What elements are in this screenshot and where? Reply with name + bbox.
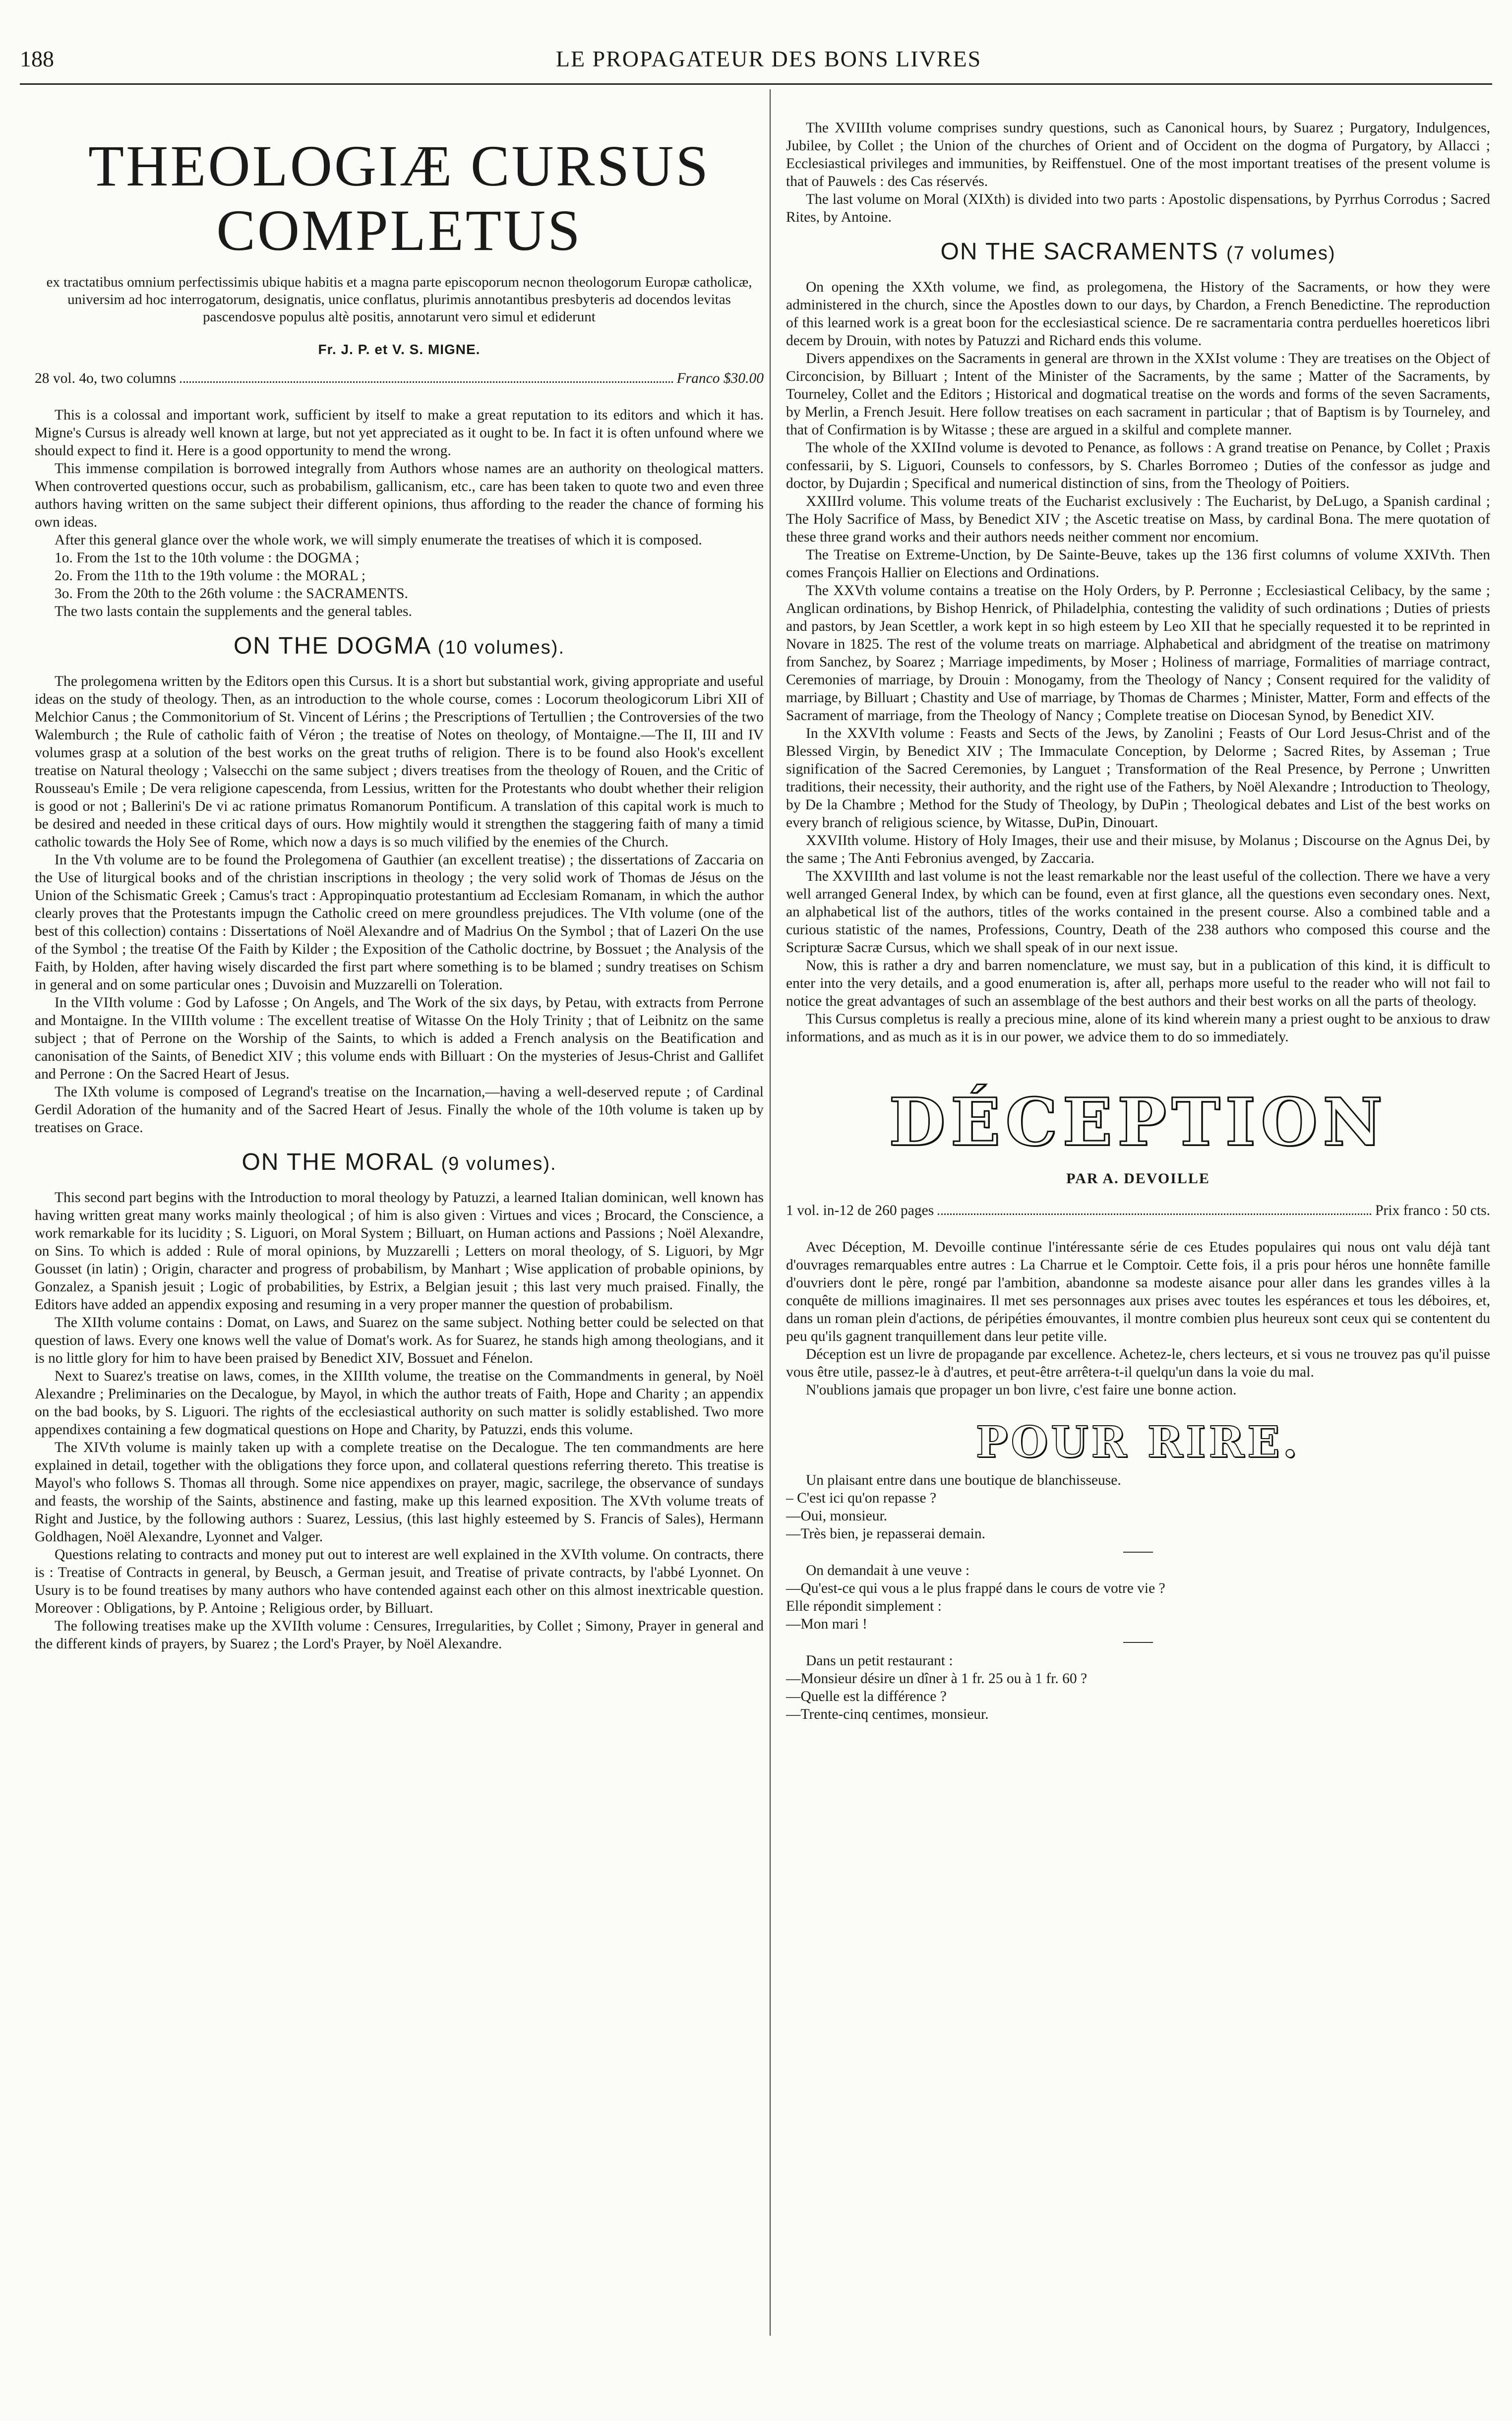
section-heading-count: (9 volumes). [441,1153,557,1174]
sacraments-paragraph: This Cursus completus is really a precious mine, alone of its kind wherein many a priest ought to be anxious to draw informations, and as much as it is in our power, we advice them to do so immediately. [786,1011,1490,1045]
section-heading-text: ON THE MORAL [242,1149,434,1175]
dot-leader [938,1213,1371,1215]
header-rule [20,83,1492,85]
volume-list [35,549,764,603]
moral-paragraph: The XIIth volume contains : Domat, on Laws, and Suarez on the same subject. Nothing better could be selected on that question of laws. Every one knows well the value of Domat's work. As for Suarez, he stands high among theologians, and it is no little glory for him to have been praised by Benedict XIV, Bossuet and Fénelon. [35,1315,764,1366]
deception-author: PAR A. DEVOILLE [1066,1170,1210,1187]
section-heading-dogma [35,631,764,663]
price-line [35,369,764,387]
pour-rire-title: POUR RIRE. [975,1417,1301,1467]
price-value: Prix franco : 50 cts. [1375,1203,1490,1218]
left-column [35,134,764,1653]
column-divider [770,89,771,2336]
page-number: 188 [20,46,54,71]
joke-line: —Qu'est-ce qui vous a le plus frappé dans le cours de votre vie ? [786,1580,1165,1596]
latin-subtitle: ex tractatibus omnium perfectissimis ubique habitis et a magna parte episcoporum necnon theologorum Europæ catholicæ, universim ad hoc interrogatorum, designatis, unice conflatus, plurimis annotantibus presbyteris ad docendos levitas pascendosve populus altè positis, annotarunt vero simul et ediderunt [46,274,752,325]
sacraments-paragraph: The XXVth volume contains a treatise on the Holy Orders, by P. Perronne ; Ecclesiastical Celibacy, by the same ; Anglican ordinations, by Bishop Henrick, of Philadelphia, contesting the validity of such ordinations ; Duties of priests and pastors, by Jean Scettler, a work kept in so high esteem by Leo XII that he specially requested it to be reprinted in Novare in 1825. The rest of the volume treats on marriage. Alphabetical and abridgment of the treatise on matrimony from Sanchez, by Soarez ; Marriage impediments, by Moser ; Holiness of marriage, Formalities of marriage contract, Ceremonies of marriage, by Drouin : Monogamy, from the Theology of Nancy ; Consent required for the validity of marriage, by Billuart ; Chastity and Use of marriage, by Thomas de Charmes ; Minister, Matter, Form and effects of the Sacrament of marriage, from the Theology of Nancy ; Complete treatise on Diocesan Synod, by Benedict XIV. [786,583,1490,724]
joke-line: —Quelle est la différence ? [786,1689,947,1704]
deception-paragraph: N'oublions jamais que propager un bon livre, c'est faire une bonne action. [806,1382,1237,1398]
price-description: 28 vol. 4o, two columns [35,370,177,386]
joke-line: —Trente-cinq centimes, monsieur. [786,1706,989,1722]
moral-paragraphs [35,1189,764,1653]
moral-paragraph: The following treatises make up the XVIIth volume : Censures, Irregularities, by Collet ; Simony, Prayer in general and the different kinds of prayers, by Suarez ; the Lord's Prayer, by Noël Alexandre. [35,1618,764,1652]
dogma-paragraph: The IXth volume is composed of Legrand's treatise on the Incarnation,—having a well-deserved repute ; of Cardinal Gerdil Adoration of the humanity and of the Sacred Heart of Jesus. Finally the whole of the 10th volume is taken up by treatises on Grace. [35,1084,764,1136]
sacraments-paragraph: In the XXVIth volume : Feasts and Sects of the Jews, by Zanolini ; Feasts of Our Lord Jesus-Christ and of the Blessed Virgin, by Benedict XIV ; The Immaculate Conception, by Delorme ; Sacred Rites, by Asseman ; True signification of the Sacred Ceremonies, by Languet ; Transformation of the Real Presence, by Perrone ; Unwritten traditions, their necessity, their authority, and the right use of the Fathers, by Noël Alexandre ; Introduction to Theology, by De la Chambre ; Method for the Study of Theology, by DuPin ; Theological debates and List of the best works on every branch of religious science, by Witasse, DuPin, Dinouart. [786,726,1490,831]
volume-list-item: 2o. From the 11th to the 19th volume : the MORAL ; [55,568,366,584]
intro-paragraph: This immense compilation is borrowed integrally from Authors whose names are an authority on theological matters. When controverted questions occur, such as probabilism, gallicanism, etc., care has been taken to quote two and even three authors having written on the same subject their different opinions, thus affording to the reader the chance of forming his own ideas. [35,461,764,530]
moral-paragraph: Questions relating to contracts and money put out to interest are well explained in the XVIth volume. On contracts, there is : Treatise of Contracts in general, by Beusch, a German jesuit, and Treatise of private contracts, by l'abbé Lyonnet. On Usury is to be found treatises by many authors who have contended against each other on this almost inextricable question. Moreover : Obligations, by P. Antoine ; Religious order, by Billuart. [35,1547,764,1616]
list-tail: The two lasts contain the supplements and the general tables. [55,604,412,619]
sacraments-paragraphs [786,278,1490,1046]
jokes [786,1471,1490,1723]
moral-continued-paragraphs [786,119,1490,226]
joke-line: On demandait à une veuve : [806,1563,970,1578]
moral-paragraph: The last volume on Moral (XIXth) is divided into two parts : Apostolic dispensations, by Pyrrhus Corrodus ; Sacred Rites, by Antoine. [786,191,1490,225]
running-title: LE PROPAGATEUR DES BONS LIVRES [555,46,982,71]
dogma-paragraphs [35,672,764,1137]
deception-paragraph: Avec Déception, M. Devoille continue l'intéressante série de ces Etudes populaires qui nous ont valu déjà tant d'ouvrages remarquables entre autres : La Charrue et le Comptoir. Cette fois, il a pris pour héros une honnête famille d'ouvriers dont le père, rongé par l'ambition, abandonne sa modeste aisance pour aller dans les grandes villes à la conquête de millions imaginaires. Il met ses personnages aux prises avec toutes les espérances et tous les déboires, et, dans un roman plein d'actions, de péripéties émouvantes, il montre combien plus heureux sont ceux qui se contentent du peu qu'ils gagnent tranquillement dans leur petite ville. [786,1239,1490,1344]
joke-line: Dans un petit restaurant : [806,1653,953,1669]
right-column [786,119,1490,1723]
deception-price-line [786,1202,1490,1219]
sacraments-paragraph: The Treatise on Extreme-Unction, by De Sainte-Beuve, takes up the 136 first columns of volume XXIVth. Then comes François Hallier on Elections and Ordinations. [786,547,1490,581]
joke-separator [1123,1552,1153,1553]
section-heading-sacraments [786,237,1490,268]
moral-paragraph: Next to Suarez's treatise on laws, comes, in the XIIIth volume, the treatise on the Commandments in general, by Noël Alexandre ; Preliminaries on the Decalogue, by Mayol, in which the author treats of Faith, Hope and Charity ; an appendix on the bad books, by S. Liguori. The rights of the ecclesiastical authority on such matter is solidly established. Two more appendixes containing a few dogmatical questions on Hope and Charity, by Patuzzi, ends this volume. [35,1368,764,1438]
joke-line: – C'est ici qu'on repasse ? [786,1490,937,1506]
joke-line: —Très bien, je repasserai demain. [786,1526,985,1542]
moral-paragraph: The XIVth volume is mainly taken up with a complete treatise on the Decalogue. The ten commandments are here explained in detail, together with the obligations they force upon, and collateral questions referring thereto. This treatise is Mayol's who follows S. Thomas all through. Some nice appendixes on prayer, magic, sacrilege, the observance of sundays and feasts, the worship of the Saints, abstinence and fasting, make up this learned exposition. The XVth volume treats of Right and Justice, by the following authors : Suarez, Lessius, (this last highly esteemed by S. Francis of Sales), Hermann Goldhagen, Noël Alexandre, Lyonnet and Valger. [35,1440,764,1545]
price-description: 1 vol. in-12 de 260 pages [786,1203,934,1218]
joke-line: —Oui, monsieur. [786,1508,888,1524]
sacraments-paragraph: The XXVIIIth and last volume is not the least remarkable nor the least useful of the collection. There we have a very well arranged General Index, by which can be found, even at first glance, all the questions even secondary ones. Next, an alphabetical list of the authors, titles of the works contained in the present course. Also a combined table and a curious statistic of the names, Professions, Country, Death of the 238 authors who composed this course and the Scripturæ Sacræ Cursus, which we shall speak of in our next issue. [786,868,1490,956]
dogma-paragraph: The prolegomena written by the Editors open this Cursus. It is a short but substantial work, giving appropriate and useful ideas on the study of theology. Then, as an introduction to the whole course, comes : Locorum theologicorum Libri XII of Melchior Canus ; the Commonitorium of St. Vincent of Lérins ; the Prescriptions of Tertullien ; the Controversies of the two Walemburch ; the Rule of catholic faith of Véron ; the treatise of Notes on theology, of Montaigne.—The II, III and IV volumes grasp at a solution of the best works on the great truths of religion. There is to be found also Hook's excellent treatise on Natural theology ; Valsecchi on the same subject ; divers treatises from the theology of Rouen, and the Critic of Rousseau's Emile ; De vera religione capescenda, from Lessius, written for the Protestants who doubt whether their religion is good or not ; Ballerini's De vi ac ratione primatus Romanorum Pontificum. A translation of this capital work is much to be desired and needed in these critical days of ours. How mightily would it strengthen the staggering faith of many a timid catholic towards the Holy See of Rome, which now a days is so much vilified by the enemies of the Church. [35,673,764,850]
section-heading-moral [35,1148,764,1179]
moral-paragraph: This second part begins with the Introduction to moral theology by Patuzzi, a learned Italian dominican, well known has having written great many works mainly theological ; of him is also given : Virtues and vices ; Brocard, the Conscience, a work remarkable for its lucidity ; S. Liguori, on Moral System ; Billuart, on Human actions and Passions ; Noël Alexandre, on Sins. To which is added : Rule of moral opinions, by Muzzarelli ; Letters on moral theology, of S. Liguori, by Mgr Gousset (in latin) ; Origin, character and progress of probabilism, by Manhart ; Wise application of probable opinions, by Gonzalez, a Spanish jesuit ; Logic of probabilities, by Estrix, a Belgian jesuit ; this last very much praised. Finally, the Editors have added an appendix exposing and resuming in a very proper manner the question of probabilism. [35,1190,764,1313]
joke-line: —Monsieur désire un dîner à 1 fr. 25 ou à 1 fr. 60 ? [786,1671,1088,1687]
sacraments-paragraph: Divers appendixes on the Sacraments in general are thrown in the XXIst volume : They are treatises on the Object of Circoncision, by Billuart ; Intent of the Minister of the Sacraments, by the same ; Matter of the Sacraments, by Tourneley, Collet and the Editors ; Historical and dogmatical treatise on the words and forms of the seven Sacraments, by Merlin, a French Jesuit. Here follow treatises on each sacrament in particular ; that of Baptism is by Tourneley, and that of Confirmation is by Witasse ; these are argued in a skilful and complete manner. [786,351,1490,438]
deception-paragraphs [786,1238,1490,1399]
section-heading-text: ON THE DOGMA [233,633,430,659]
dogma-paragraph: In the VIIth volume : God by Lafosse ; On Angels, and The Work of the six days, by Petau, with extracts from Perrone and Montaigne. In the VIIIth volume : The excellent treatise of Witasse On the Holy Trinity ; that of Leibnitz on the same subject ; that of Perrone on the Worship of the Saints, to which is added a French analysis on the Beatification and canonisation of the Saints, of Benedict XIV ; this volume ends with Billuart : On the mysteries of Jesus-Christ and Gallifet and Perrone : On the Sacred Heart of Jesus. [35,995,764,1082]
byline: Fr. J. P. et V. S. MIGNE. [318,342,481,357]
joke-line: Un plaisant entre dans une boutique de blanchisseuse. [806,1472,1121,1488]
section-heading-count: (10 volumes). [437,637,565,658]
joke [786,1471,1490,1543]
joke-line: —Mon mari ! [786,1616,867,1632]
price-value: Franco $30.00 [676,370,764,386]
joke-line: Elle répondit simplement : [786,1598,942,1614]
sacraments-paragraph: XXVIIth volume. History of Holy Images, their use and their misuse, by Molanus ; Discourse on the Agnus Dei, by the same ; The Anti Febronius avenged, by Zaccaria. [786,833,1490,866]
joke-separator [1123,1642,1153,1643]
sacraments-paragraph: XXIIIrd volume. This volume treats of the Eucharist exclusively : The Eucharist, by DeLugo, a Spanish cardinal ; The Holy Sacrifice of Mass, by Benedict XIV ; the Ascetic treatise on Mass, by cardinal Bona. The mere quotation of these three grand works and their authors needs neither comment nor encomium. [786,493,1490,545]
volume-list-item: 3o. From the 20th to the 26th volume : the SACRAMENTS. [55,586,408,602]
article-title: THEOLOGIÆ CURSUS COMPLETUS [88,133,710,263]
deception-paragraph: Déception est un livre de propagande par excellence. Achetez-le, chers lecteurs, et si vous ne trouvez pas qu'il puisse vous être utile, passez-le à d'autres, et peut-être arrêtera-t-il quelqu'un dans la voie du mal. [786,1346,1490,1380]
deception-title: DÉCEPTION [889,1084,1388,1161]
intro-paragraph: After this general glance over the whole work, we will simply enumerate the treatises of which it is composed. [55,532,702,548]
intro-paragraph: This is a colossal and important work, sufficient by itself to make a great reputation to its editors and which it has. Migne's Cursus is already well known at large, but not yet appreciated as it ought to be. In fact it is often unfound where we should expect to find it. Here is a good opportunity to mend the wrong. [35,407,764,459]
moral-paragraph: The XVIIIth volume comprises sundry questions, such as Canonical hours, by Suarez ; Purgatory, Indulgences, Jubilee, by Collet ; the Union of the churches of Orient and of Occident on the dogma of Purgatory, by Allacci ; Ecclesiastical privileges and immunities, by Reiffenstuel. One of the most important treatises of the present volume is that of Pauwels : des Cas réservés. [786,120,1490,189]
joke [786,1562,1490,1633]
sacraments-paragraph: The whole of the XXIInd volume is devoted to Penance, as follows : A grand treatise on Penance, by Collet ; Praxis confessarii, by S. Liguori, Counsels to confessors, by S. Charles Borromeo ; Duties of the confessor as judge and doctor, by Dujardin ; Specifical and numerical distinction of sins, from the Theology of Poitiers. [786,440,1490,491]
volume-list-item: 1o. From the 1st to the 10th volume : the DOGMA ; [55,550,360,566]
sacraments-paragraph: On opening the XXth volume, we find, as prolegomena, the History of the Sacraments, or how they were administered in the church, since the Apostles down to our days, by Chardon, a French Benedictine. The reproduction of this learned work is a great boon for the ecclesiastical science. De re sacramentaria contra perduelles hoereticos libri decem by Drouin, with notes by Patuzzi and Richard ends this volume. [786,279,1490,349]
sacraments-paragraph: Now, this is rather a dry and barren nomenclature, we must say, but in a publication of this kind, it is difficult to enter into the very details, and a good enumeration is, after all, perhaps more useful to the reader who will not fail to notice the great advantages of such an assemblage of the best authors and their best works on all the parts of theology. [786,958,1490,1009]
section-heading-text: ON THE SACRAMENTS [940,239,1219,265]
dogma-paragraph: In the Vth volume are to be found the Prolegomena of Gauthier (an excellent treatise) ; the dissertations of Zaccaria on the Use of liturgical books and of the christian inscriptions in theology ; the very solid work of Thomas de Jésus on the Union of the Schismatic Greek ; Camus's tract : Appropinquatio protestantium ad Ecclesiam Romanam, in which the author clearly proves that the Protestants impugn the Catholic creed on mere groundless prejudices. The VIth volume (one of the best of this collection) contains : Dissertations of Noël Alexandre and of Madrius On the Symbol ; that of Lazeri On the use of the Symbol ; the treatise Of the Faith by Kilder ; the Exposition of the Catholic doctrine, by Bossuet ; the Analysis of the Faith, by Holden, after having wisely discarded the first part where something is to be blamed ; sundry treatises on Schism in general and on some particular ones ; Duvoisin and Muzzarelli on Toleration. [35,852,764,993]
dot-leader [180,381,672,383]
section-heading-count: (7 volumes) [1226,243,1336,264]
joke [786,1652,1490,1723]
intro-paragraphs [35,406,764,549]
